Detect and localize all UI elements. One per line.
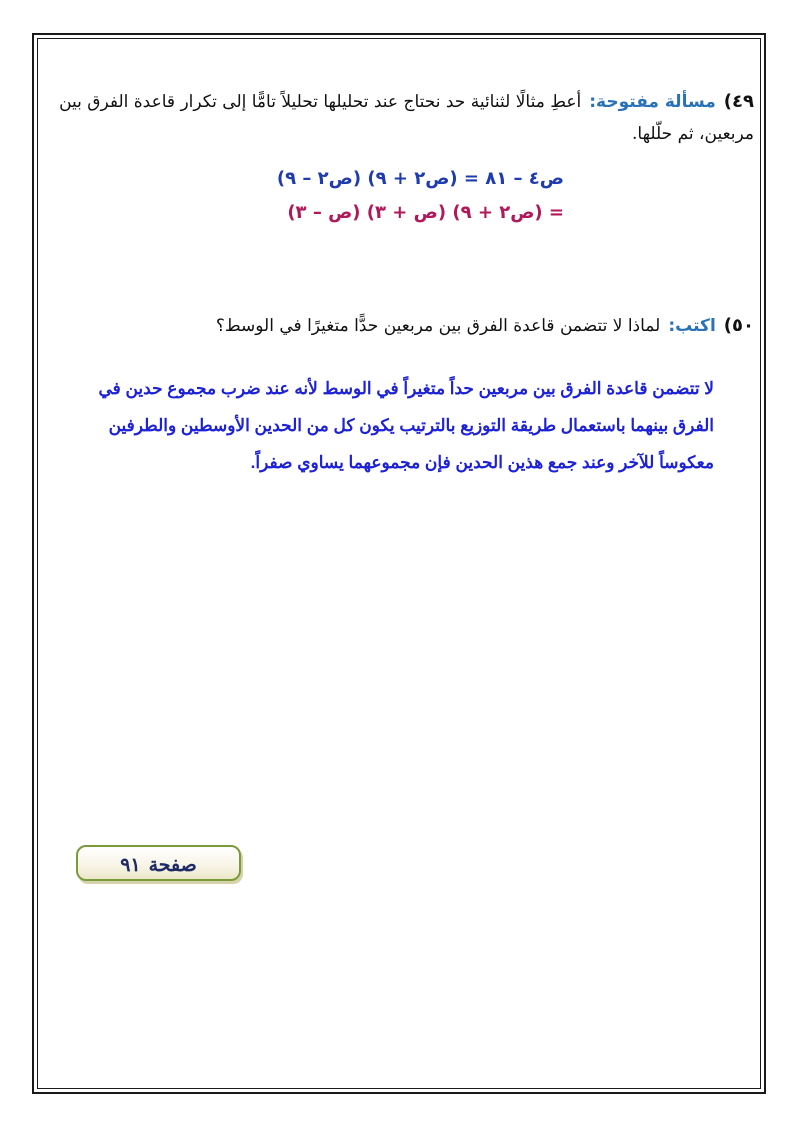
page-border-inner: [37, 38, 761, 1089]
question-50-number: ٥٠): [723, 315, 754, 336]
page-number-badge: [76, 845, 241, 881]
equation-line-2: = (ص٢ + ٩) (ص + ٣) (ص – ٣): [287, 202, 564, 223]
question-49-keyword: مسألة مفتوحة:: [589, 92, 716, 112]
page-label: صفحة: [148, 854, 197, 876]
question-50-keyword: اكتب:: [668, 316, 716, 336]
question-49: [49, 86, 754, 150]
question-50-text: لماذا لا تتضمن قاعدة الفرق بين مربعين حدًّا متغيرًا في الوسط؟: [215, 316, 661, 336]
question-49-text: أعطِ مثالًا لثنائية حد نحتاج عند تحليلها تحليلاً تامًّا إلى تكرار قاعدة الفرق بين مربعين، ثم حلّلها.: [59, 92, 754, 144]
question-50: [49, 310, 754, 342]
question-50-answer: لا تتضمن قاعدة الفرق بين مربعين حداً متغيراً في الوسط لأنه عند ضرب مجموع حدين في الفرق بينهما باستعمال طريقة التوزيع بالترتيب يكون كل من الحدين الأوسطين والطرفين معكوساً للآخر وعند جمع هذين الحدين فإن مجموعهما يساوي صفراً.: [98, 379, 714, 472]
page-number: ٩١: [120, 854, 141, 876]
equation-line-1: ص٤ – ٨١ = (ص٢ + ٩) (ص٢ – ٩): [276, 168, 564, 189]
question-49-number: ٤٩): [723, 91, 754, 112]
